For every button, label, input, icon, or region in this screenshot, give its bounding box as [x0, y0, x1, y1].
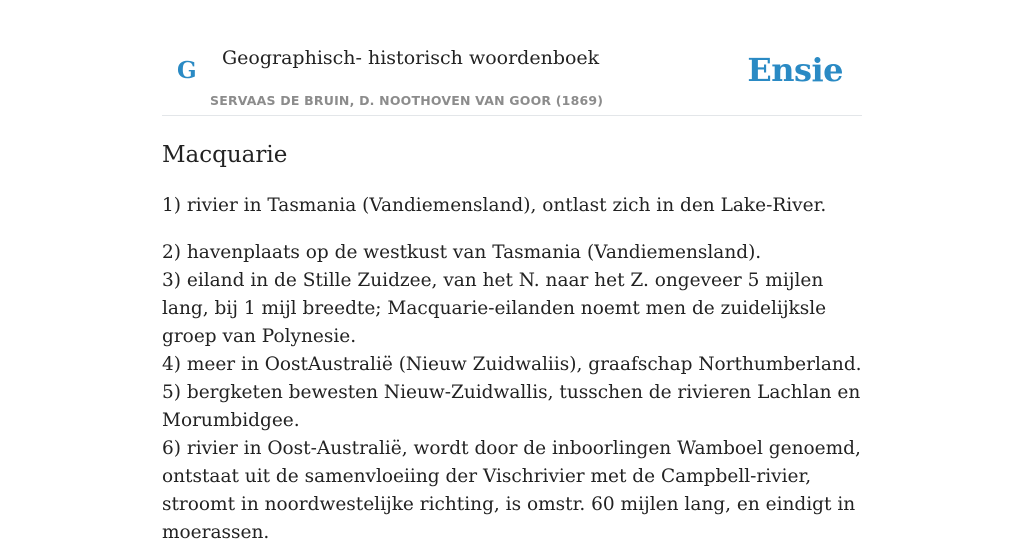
book-letter-icon[interactable]: G	[177, 57, 197, 84]
ensie-logo-link[interactable]: Ensie	[747, 51, 843, 89]
book-authors: SERVAAS DE BRUIN, D. NOOTHOVEN VAN GOOR (1869)	[210, 93, 604, 108]
definition-paragraph: 2) havenplaats op de westkust van Tasmania (Vandiemensland). 3) eiland in de Stille Zuidzee, van het N. naar het Z. ongeveer 5 mijlen lang, bij 1 mijl breedte; Macquarie-eilanden noemt men de zuidelijksle groep van Polynesie. 4) meer in OostAustralië (Nieuw Zuidwaliis), graafschap Northumberland. 5) bergketen bewesten Nieuw-Zuidwallis, tusschen de rivieren Lachlan en Morumbidgee. 6) rivier in Oost-Australië, wordt door de inboorlingen Wamboel genoemd, ontstaat uit de samenvloeiing der Vischrivier met de Campbell-rivier, stroomt in noordwestelijke richting, is omstr. 60 mijlen lang, en eindigt in moerassen.	[162, 242, 862, 543]
book-title-link[interactable]: Geographisch- historisch woordenboek	[222, 47, 600, 69]
book-header	[162, 0, 862, 116]
definition-paragraph: 1) rivier in Tasmania (Vandiemensland), ontlast zich in den Lake-River.	[162, 195, 827, 216]
entry-title: Macquarie	[162, 142, 288, 168]
entry-body	[162, 192, 862, 547]
